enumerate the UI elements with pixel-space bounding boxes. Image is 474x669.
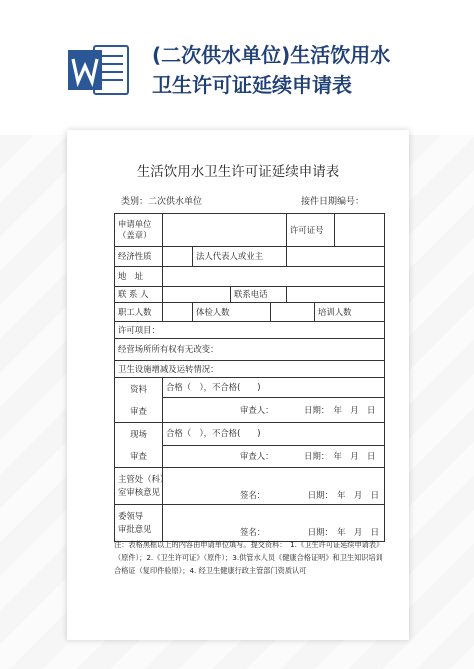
dept-date: 日期： 年 月 日 bbox=[307, 490, 379, 500]
staff-value[interactable] bbox=[163, 303, 193, 322]
form-paper bbox=[67, 130, 409, 640]
doc-review-result[interactable]: 合格（ ），不合格( ) bbox=[163, 378, 385, 398]
row-dept-opinion bbox=[115, 468, 385, 505]
category-label: 类别：二次供水单位 bbox=[121, 197, 203, 207]
dept-opinion-field[interactable] bbox=[163, 468, 385, 505]
row-site-review-1 bbox=[115, 423, 385, 446]
leader-opinion-label: 委领导 审批意见 bbox=[115, 505, 163, 542]
row-doc-review-1 bbox=[115, 378, 385, 398]
row-econ bbox=[115, 247, 385, 267]
phone-value[interactable] bbox=[287, 287, 385, 303]
row-address bbox=[115, 267, 385, 287]
contact-value[interactable] bbox=[163, 287, 231, 303]
doc-review-label: 资料 审查 bbox=[115, 378, 163, 423]
econ-value[interactable] bbox=[163, 247, 193, 267]
row-ownership bbox=[115, 339, 385, 361]
row-facilities bbox=[115, 361, 385, 378]
address-value[interactable] bbox=[163, 267, 385, 287]
dept-opinion-label: 主管处（科） 室审核意见 bbox=[115, 468, 163, 505]
row-applicant bbox=[115, 214, 385, 247]
form-footnote: 注：表格黑框以上的内容由申请单位填写。提交资料： 1.《卫生许可证延续申请表》（原件）；2.《卫生许可证》（原件）；3.供管水人员《健康合格证明》和卫生知识培训合格证（复印件验原）；4. 经卫生健康行政主管部门资质认可 bbox=[114, 540, 384, 575]
phone-label: 联系电话 bbox=[231, 287, 287, 303]
ownership-field[interactable]: 经营场所所有权有无改变： bbox=[115, 339, 385, 361]
row-project bbox=[115, 322, 385, 339]
row-staff bbox=[115, 303, 385, 322]
form-title: 生活饮用水卫生许可证延续申请表 bbox=[136, 164, 340, 180]
dept-sign-label: 签名： bbox=[240, 490, 266, 500]
staff-label: 职工人数 bbox=[115, 303, 163, 322]
doc-review-date: 日期： 年 月 日 bbox=[304, 404, 376, 415]
license-no-label: 许可证号 bbox=[287, 214, 335, 247]
document-title bbox=[152, 40, 452, 100]
address-label: 地 址 bbox=[115, 267, 163, 287]
checked-label: 体检人数 bbox=[193, 303, 271, 322]
word-icon bbox=[68, 44, 130, 96]
trained-label: 培训人数 bbox=[315, 303, 385, 322]
legal-rep-value[interactable] bbox=[287, 247, 385, 267]
site-review-sign bbox=[163, 445, 385, 468]
license-no-value[interactable] bbox=[335, 214, 385, 247]
applicant-label: 申请单位 （盖章） bbox=[115, 214, 163, 247]
row-leader-opinion bbox=[115, 505, 385, 542]
site-review-result[interactable]: 合格（ ），不合格( ) bbox=[163, 423, 385, 446]
econ-label: 经济性质 bbox=[115, 247, 163, 267]
page-header bbox=[0, 0, 474, 135]
site-review-date: 日期： 年 月 日 bbox=[304, 450, 376, 461]
title-line-2: 卫生许可证延续申请表 bbox=[152, 73, 352, 97]
title-line-1: (二次供水单位)生活饮用水 bbox=[152, 43, 391, 67]
leader-sign-label: 签名： bbox=[240, 527, 266, 537]
date-number-label: 接件日期编号： bbox=[301, 197, 365, 207]
legal-rep-label: 法人代表人或业主 bbox=[193, 247, 287, 267]
site-reviewer-label: 审查人： bbox=[240, 450, 274, 461]
applicant-value[interactable] bbox=[163, 214, 287, 247]
checked-value[interactable] bbox=[271, 303, 315, 322]
contact-label: 联 系 人 bbox=[115, 287, 163, 303]
doc-reviewer-label: 审查人： bbox=[240, 404, 274, 415]
doc-review-sign bbox=[163, 398, 385, 423]
site-review-label: 现场 审查 bbox=[115, 423, 163, 468]
facilities-field[interactable]: 卫生设施增减及运转情况： bbox=[115, 361, 385, 378]
leader-opinion-field[interactable] bbox=[163, 505, 385, 542]
application-form-table bbox=[114, 213, 385, 542]
leader-date: 日期： 年 月 日 bbox=[307, 527, 379, 537]
project-field[interactable]: 许可项目： bbox=[115, 322, 385, 339]
row-contact bbox=[115, 287, 385, 303]
